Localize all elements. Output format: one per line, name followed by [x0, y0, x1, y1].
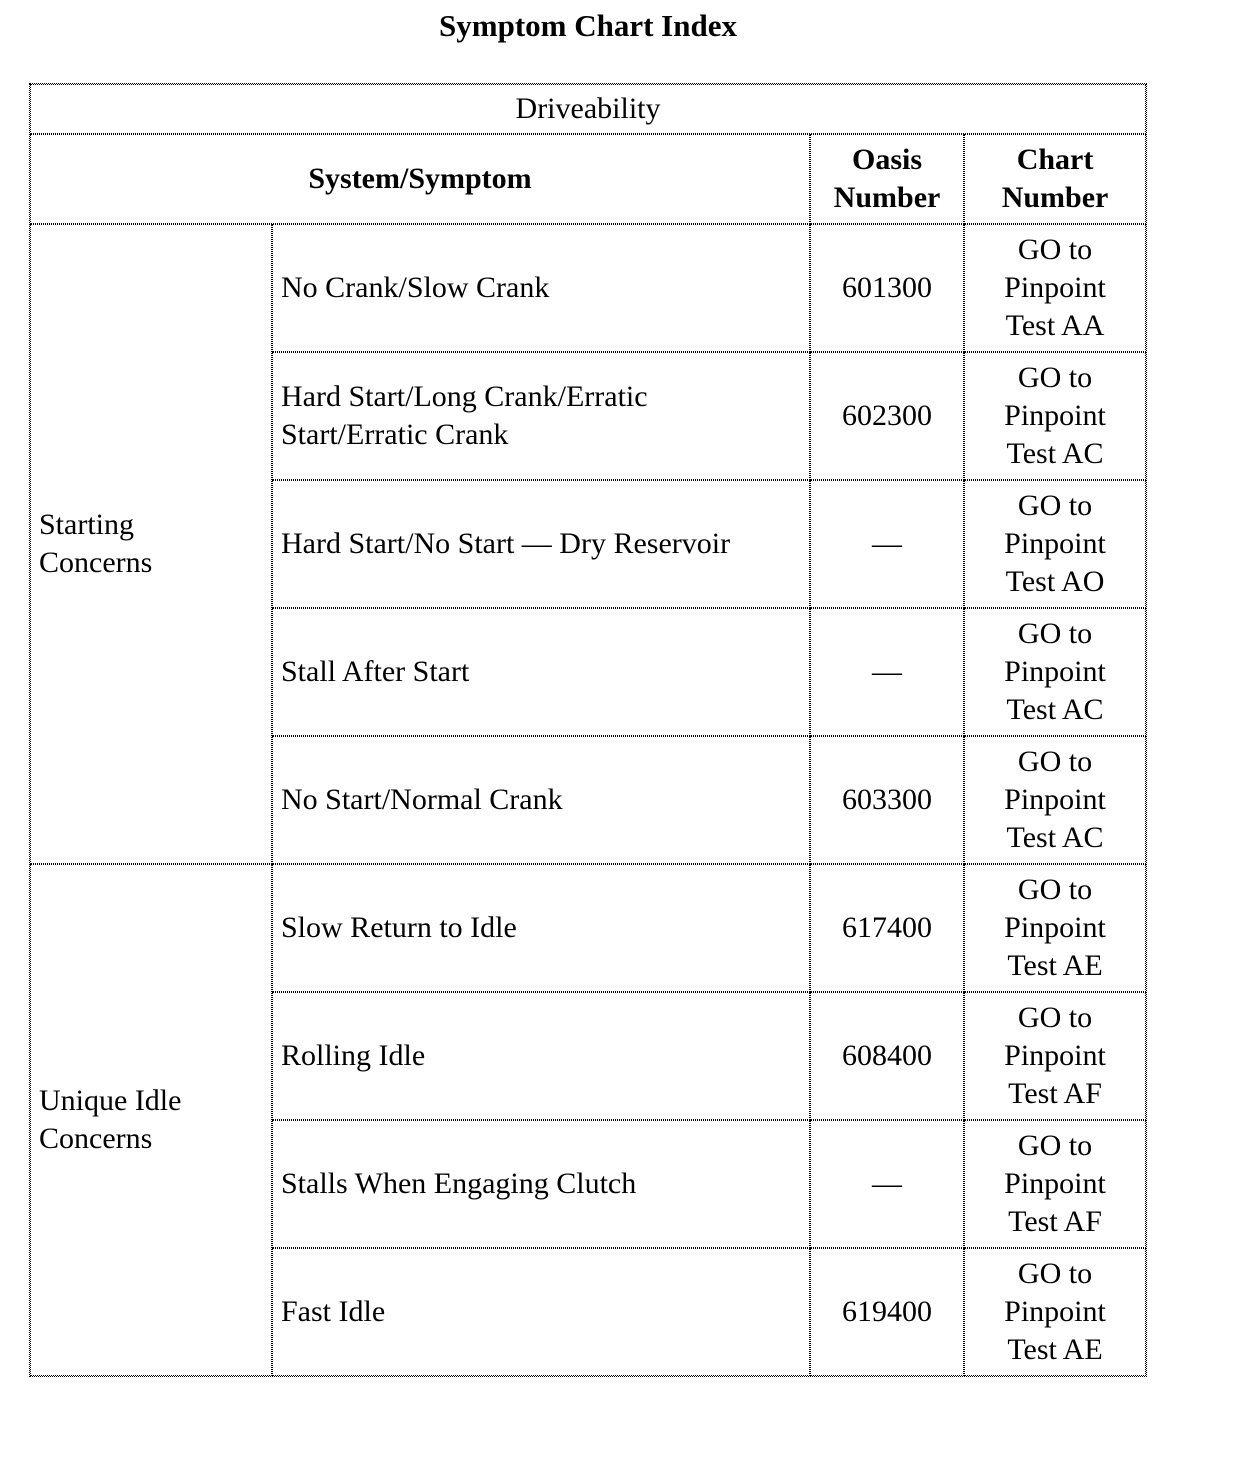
symptom-cell: Hard Start/No Start — Dry Reservoir	[272, 480, 810, 608]
table-row	[30, 864, 1146, 992]
chart-number-cell	[964, 224, 1146, 352]
chart-line: Test AA	[1005, 309, 1105, 342]
table-caption-row	[30, 84, 1146, 134]
header-chart-number	[964, 134, 1146, 224]
chart-number-cell	[964, 736, 1146, 864]
chart-line: Pinpoint	[1004, 527, 1106, 560]
chart-line: GO to	[1017, 873, 1093, 906]
chart-line: Pinpoint	[1004, 271, 1106, 304]
chart-line: Test AF	[1008, 1077, 1102, 1110]
group-starting-concerns	[30, 224, 272, 864]
chart-line: Pinpoint	[1004, 911, 1106, 944]
chart-line: GO to	[1017, 233, 1093, 266]
symptom-cell: No Start/Normal Crank	[272, 736, 810, 864]
page-title: Symptom Chart Index	[439, 8, 737, 43]
symptom-cell: No Crank/Slow Crank	[272, 224, 810, 352]
header-chart-line: Number	[1001, 181, 1109, 214]
chart-line: GO to	[1017, 1129, 1093, 1162]
oasis-number-cell: —	[810, 1120, 964, 1248]
oasis-number-cell: 601300	[810, 224, 964, 352]
table-caption: Driveability	[30, 84, 1146, 134]
chart-line: GO to	[1017, 1257, 1093, 1290]
oasis-number-cell: —	[810, 608, 964, 736]
chart-line: Pinpoint	[1004, 1039, 1106, 1072]
symptom-cell: Stalls When Engaging Clutch	[272, 1120, 810, 1248]
chart-line: Test AF	[1008, 1205, 1102, 1238]
chart-line: Test AE	[1007, 949, 1103, 982]
chart-number-cell	[964, 480, 1146, 608]
symptom-cell: Slow Return to Idle	[272, 864, 810, 992]
chart-number-cell	[964, 352, 1146, 480]
chart-line: Test AC	[1006, 693, 1104, 726]
table-row	[30, 224, 1146, 352]
symptom-chart-table	[29, 83, 1147, 1377]
chart-line: GO to	[1017, 745, 1093, 778]
symptom-cell: Stall After Start	[272, 608, 810, 736]
chart-line: GO to	[1017, 489, 1093, 522]
chart-line: Pinpoint	[1004, 1295, 1106, 1328]
chart-line: Pinpoint	[1004, 399, 1106, 432]
group-unique-idle-concerns	[30, 864, 272, 1376]
header-oasis-number	[810, 134, 964, 224]
header-chart-line: Chart	[1016, 143, 1094, 176]
oasis-number-cell: 617400	[810, 864, 964, 992]
chart-number-cell	[964, 1248, 1146, 1376]
oasis-number-cell: 603300	[810, 736, 964, 864]
chart-number-cell	[964, 864, 1146, 992]
chart-line: GO to	[1017, 617, 1093, 650]
chart-line: Pinpoint	[1004, 783, 1106, 816]
chart-line: GO to	[1017, 1001, 1093, 1034]
chart-line: Test AE	[1007, 1333, 1103, 1366]
group-name-line: Concerns	[39, 546, 153, 579]
oasis-number-cell: 619400	[810, 1248, 964, 1376]
chart-number-cell	[964, 608, 1146, 736]
header-system-symptom: System/Symptom	[30, 134, 810, 224]
chart-line: Pinpoint	[1004, 655, 1106, 688]
chart-number-cell	[964, 992, 1146, 1120]
symptom-cell: Fast Idle	[272, 1248, 810, 1376]
header-oasis-line: Number	[833, 181, 941, 214]
chart-line: Test AO	[1005, 565, 1105, 598]
chart-line: Pinpoint	[1004, 1167, 1106, 1200]
chart-line: Test AC	[1006, 821, 1104, 854]
oasis-number-cell: 608400	[810, 992, 964, 1120]
symptom-cell: Hard Start/Long Crank/Erratic Start/Erratic Crank	[272, 352, 810, 480]
chart-number-cell	[964, 1120, 1146, 1248]
symptom-cell: Rolling Idle	[272, 992, 810, 1120]
chart-line: Test AC	[1006, 437, 1104, 470]
group-name-line: Concerns	[39, 1122, 153, 1155]
group-name-line: Starting	[39, 508, 134, 541]
table-header-row	[30, 134, 1146, 224]
group-name-line: Unique Idle	[39, 1084, 182, 1117]
header-oasis-line: Oasis	[851, 143, 923, 176]
chart-line: GO to	[1017, 361, 1093, 394]
oasis-number-cell: 602300	[810, 352, 964, 480]
oasis-number-cell: —	[810, 480, 964, 608]
